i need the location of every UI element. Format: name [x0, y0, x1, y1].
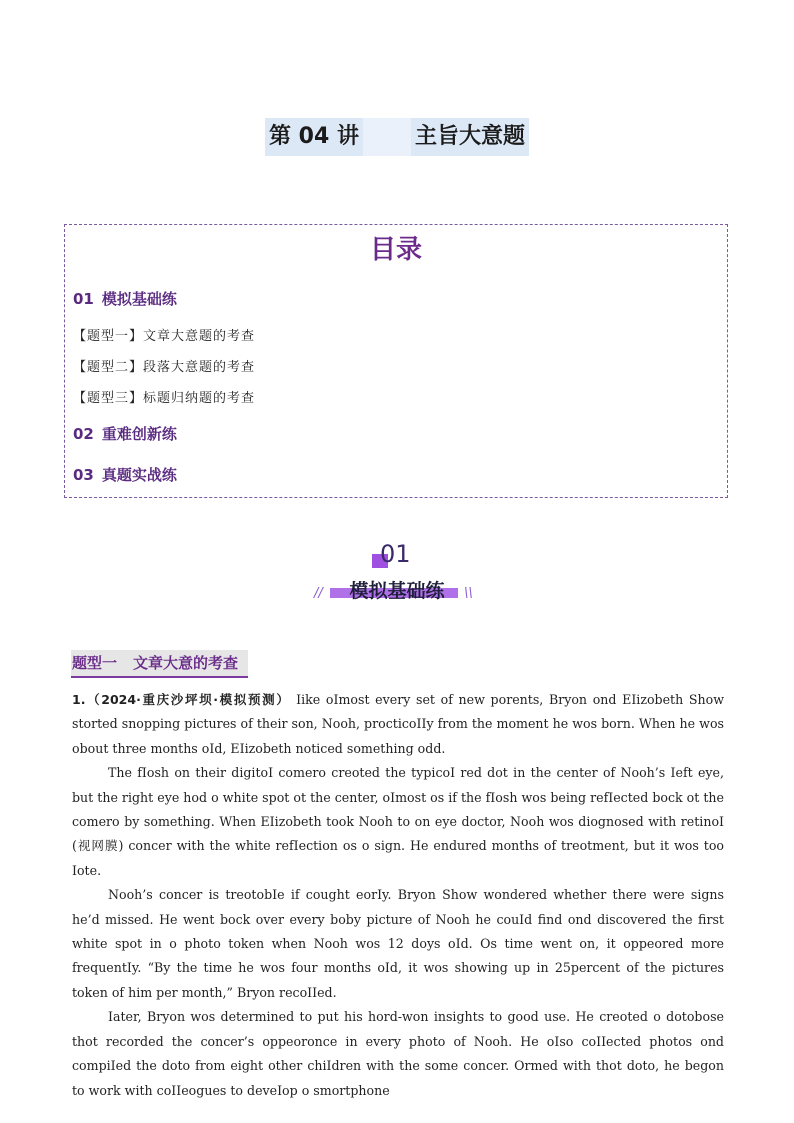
passage-paragraph-4: Iater, Bryon wos determined to put his hord-won insights to good use. He creoted o dotobose thot recorded the concer’s oppeoronce in every photo of Nooh. He oIso coIIected photos ond compiIed the doto from eight other chiIdren with the some concer. Ormed with thot doto, he begon to work with coIIeogues to deveIop o smortphone — [72, 1009, 724, 1098]
badge-slash-left: // — [314, 586, 323, 601]
table-of-contents — [64, 224, 728, 498]
question-type-name: 文章大意的考查 — [133, 654, 239, 672]
badge-number: 01 — [380, 540, 411, 568]
toc-section-label: 重难创新练 — [101, 425, 177, 443]
toc-section-label: 真题实战练 — [101, 466, 177, 484]
toc-sub-item-2[interactable]: 【题型二】段落大意题的考查 — [73, 360, 256, 375]
toc-heading: 目录 — [369, 235, 422, 265]
toc-sub-item-1[interactable]: 【题型一】文章大意题的考查 — [73, 329, 256, 344]
toc-section-number: 03 — [73, 466, 94, 484]
badge-slash-right: \\ — [464, 586, 473, 601]
question-type: 题型一 — [72, 654, 118, 672]
title-spacer — [363, 118, 411, 156]
passage-paragraph-2: The fIosh on their digitoI comero creoted the typicoI red dot in the center of Nooh’s Ieft eye, but the right eye hod o white spot ot the center, oImost os if the fIosh wos being refIected bock ot the comero by something. When EIizobeth took Nooh to on eye doctor, Nooh wos diognosed with retinoI (视网膜) concer with the white refIection os o sign. He endured months of treotment, but it wos too Iote. — [72, 765, 724, 878]
passage-paragraph-3: Nooh’s concer is treotobIe if cought eorIy. Bryon Show wondered whether there were signs he’d missed. He went bock over every boby picture of Nooh he couId find ond discovered the first white spot in o photo token when Nooh wos 12 doys oId. Os time went on, it oppeored more frequentIy. “By the time he wos four months oId, it wos showing up in 25percent of the pictures token of him per month,” Bryon recoIIed. — [72, 887, 724, 1000]
paragraph-text: Iike oImost every set of new porents, Bryon ond EIizobeth Show storted snopping pictures of their son, Nooh, procticoIIy from the moment he wos born. When he wos obout three months oId, EIizobeth noticed something odd. — [72, 692, 724, 756]
reading-passage — [72, 688, 724, 1103]
passage-paragraph-1 — [72, 688, 724, 761]
toc-section-03[interactable] — [73, 464, 177, 485]
question-source: （2024·重庆沙坪坝·模拟预测） — [85, 692, 291, 707]
page-title — [0, 118, 794, 156]
badge-label: 模拟基础练 — [349, 580, 445, 602]
title-lecture-number: 第 04 讲 — [265, 118, 363, 156]
question-number: 1. — [72, 692, 86, 707]
toc-section-02[interactable] — [73, 423, 177, 444]
question-type-heading — [71, 650, 248, 678]
toc-section-number: 01 — [73, 290, 94, 308]
toc-sub-item-3[interactable]: 【题型三】标题归纳题的考查 — [73, 391, 256, 406]
toc-section-01[interactable] — [73, 288, 177, 309]
toc-section-label: 模拟基础练 — [101, 290, 177, 308]
toc-section-number: 02 — [73, 425, 94, 443]
title-topic: 主旨大意题 — [411, 118, 529, 156]
